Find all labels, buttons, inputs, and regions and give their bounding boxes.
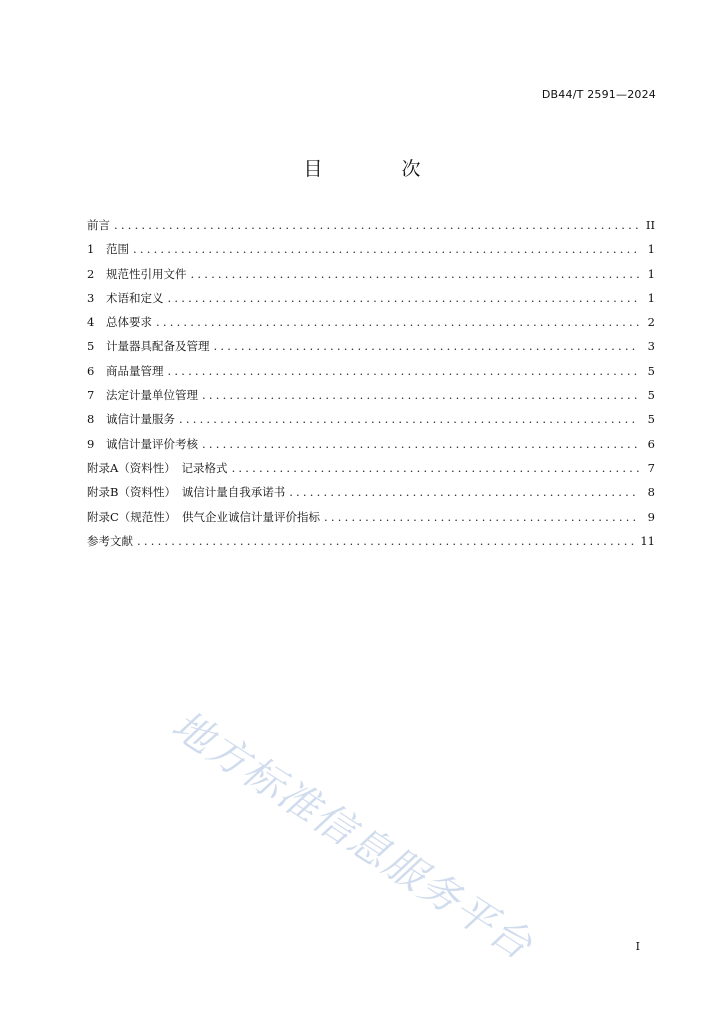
- toc-entry-label: 商品量管理: [106, 363, 164, 378]
- toc-entry-4[interactable]: [87, 314, 655, 338]
- toc-entry-label: 诚信计量评价考核: [106, 436, 198, 451]
- toc-entry-label: 范围: [106, 242, 129, 257]
- toc-entry-appendix-b[interactable]: [87, 484, 655, 508]
- toc-entry-page: 5: [647, 388, 655, 403]
- toc-leader-dots: [133, 242, 639, 256]
- toc-leader-dots: [214, 339, 640, 353]
- toc-leader-dots: [202, 388, 639, 402]
- toc-leader-dots: [168, 364, 640, 378]
- toc-leader-dots: [156, 315, 639, 329]
- toc-entry-page: 8: [647, 485, 655, 500]
- toc-entry-page: II: [645, 218, 655, 232]
- toc-leader-dots: [202, 437, 639, 451]
- toc-entry-page: 2: [647, 315, 655, 330]
- toc-entry-8[interactable]: [87, 411, 655, 435]
- toc-leader-dots: [114, 218, 639, 232]
- toc-entry-label: 前言: [87, 218, 110, 232]
- toc-entry-page: 6: [647, 436, 655, 451]
- toc-entry-page: 5: [647, 363, 655, 378]
- toc-entry-page: 1: [647, 290, 655, 305]
- toc-entry-page: 7: [647, 460, 655, 475]
- toc-leader-dots: [137, 534, 634, 548]
- toc-entry-page: 1: [647, 266, 655, 281]
- toc-entry-label: 计量器具配备及管理: [106, 339, 210, 354]
- toc-entry-label: 法定计量单位管理: [106, 388, 198, 403]
- toc-leader-dots: [168, 291, 640, 305]
- toc-entry-label: 参考文献: [87, 533, 133, 548]
- toc-leader-dots: [191, 267, 640, 281]
- toc-entry-page: 11: [640, 533, 655, 548]
- toc-entry-number: 8: [87, 412, 95, 427]
- table-of-contents: [87, 217, 655, 557]
- toc-entry-label: 附录A（资料性） 记录格式: [87, 460, 228, 475]
- toc-entry-references[interactable]: [87, 533, 655, 557]
- toc-entry-label: 诚信计量服务: [106, 412, 175, 427]
- toc-entry-label: 总体要求: [106, 315, 152, 330]
- toc-entry-number: 7: [87, 388, 95, 403]
- toc-entry-7[interactable]: [87, 387, 655, 411]
- toc-entry-label: 规范性引用文件: [106, 266, 187, 281]
- toc-leader-dots: [289, 485, 639, 499]
- toc-entry-label: 附录B（资料性） 诚信计量自我承诺书: [87, 485, 286, 500]
- document-code: DB44/T 2591—2024: [541, 88, 656, 101]
- toc-entry-number: 1: [87, 242, 95, 257]
- toc-entry-number: 5: [87, 339, 95, 354]
- toc-entry-3[interactable]: [87, 290, 655, 314]
- toc-entry-1[interactable]: [87, 241, 655, 265]
- toc-entry-label: 术语和定义: [106, 290, 164, 305]
- toc-entry-page: 9: [647, 509, 655, 524]
- toc-entry-foreword[interactable]: [87, 217, 655, 241]
- toc-entry-label: 附录C（规范性） 供气企业诚信计量评价指标: [87, 509, 321, 524]
- toc-entry-appendix-c[interactable]: [87, 509, 655, 533]
- watermark: 地方标准信息服务平台: [163, 702, 541, 970]
- toc-entry-page: 1: [647, 242, 655, 257]
- toc-entry-number: 3: [87, 290, 95, 305]
- toc-entry-page: 5: [647, 412, 655, 427]
- page-title: 目 次: [303, 158, 451, 180]
- toc-entry-number: 2: [87, 266, 95, 281]
- toc-entry-number: 4: [87, 315, 95, 330]
- toc-entry-2[interactable]: [87, 266, 655, 290]
- toc-leader-dots: [232, 461, 639, 475]
- toc-entry-9[interactable]: [87, 436, 655, 460]
- page-number: I: [635, 940, 640, 953]
- toc-leader-dots: [179, 412, 639, 426]
- toc-entry-page: 3: [647, 339, 655, 354]
- toc-entry-5[interactable]: [87, 338, 655, 362]
- toc-entry-appendix-a[interactable]: [87, 460, 655, 484]
- toc-leader-dots: [324, 510, 639, 524]
- toc-entry-6[interactable]: [87, 363, 655, 387]
- toc-entry-number: 6: [87, 363, 95, 378]
- toc-entry-number: 9: [87, 436, 95, 451]
